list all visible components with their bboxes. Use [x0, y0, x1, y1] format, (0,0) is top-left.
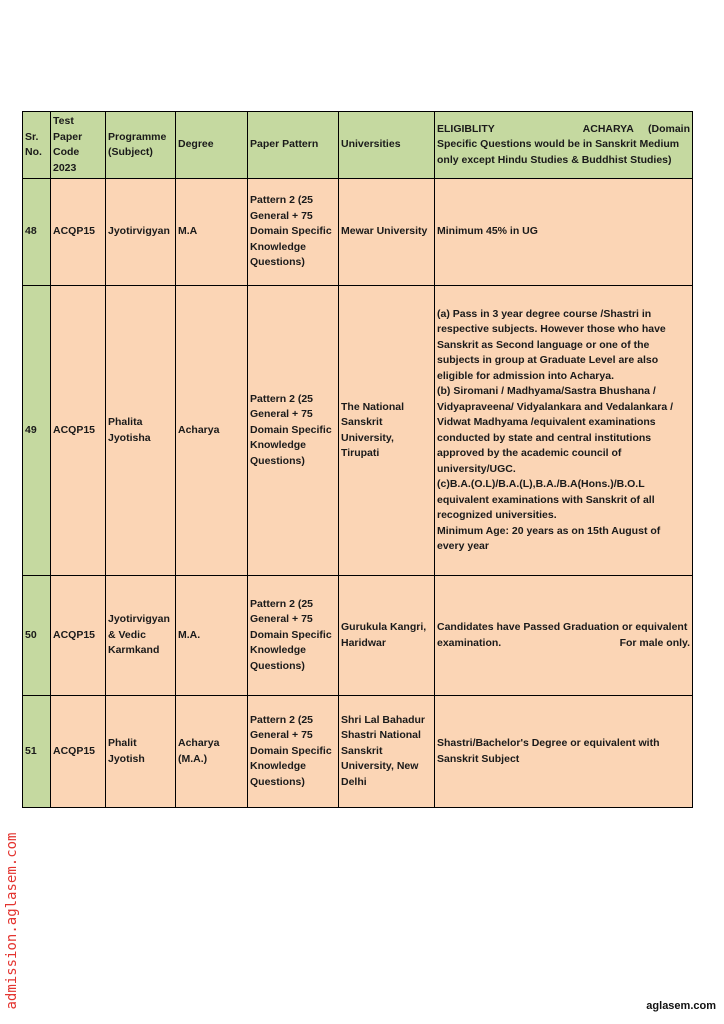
code-cell: ACQP15: [51, 286, 106, 576]
eligibility-cell: [435, 576, 693, 696]
header-sr-no: Sr. No.: [23, 112, 51, 179]
eligibility-text-tail: examination.: [437, 636, 502, 649]
degree-cell: Acharya (M.A.): [176, 696, 248, 808]
pattern-cell: Pattern 2 (25 General + 75 Domain Specific Knowledge Questions): [248, 286, 339, 576]
eligibility-cell: Shastri/Bachelor's Degree or equivalent with Sanskrit Subject: [435, 696, 693, 808]
header-eligibility: [435, 112, 693, 179]
code-cell: ACQP15: [51, 179, 106, 286]
header-programme: Programme (Subject): [106, 112, 176, 179]
watermark-url: admission.aglasem.com: [4, 832, 20, 1010]
header-paper-pattern: Paper Pattern: [248, 112, 339, 179]
programme-cell: Phalit Jyotish: [106, 696, 176, 808]
pattern-cell: Pattern 2 (25 General + 75 Domain Specific Knowledge Questions): [248, 696, 339, 808]
eligibility-cell: (a) Pass in 3 year degree course /Shastri in respective subjects. However those who have Sanskrit as Second language or one of the subjects in group at Graduate Level are also eligible for admission into Acharya. (b) Siromani / Madhyama/Sastra Bhushana / Vidyapraveena/ Vidyalankara and Vedalankara / Vidwat Madhyama /equivalent examinations conducted by state and central institutions approved by the academic council of university/UGC. (c)B.A.(O.L)/B.A.(L),B.A./B.A(Hons.)/B.O.L equivalent examinations with Sanskrit of all recognized universities. Minimum Age: 20 years as on 15th August of every year: [435, 286, 693, 576]
header-eligibility-acharya: ACHARYA (Domain: [582, 122, 690, 135]
header-eligibility-note: Specific Questions would be in Sanskrit Medium only except Hindu Studies & Buddhist Studies): [437, 138, 680, 166]
header-test-paper-code: Test Paper Code 2023: [51, 112, 106, 179]
programme-cell: Jyotirvigyan & Vedic Karmkand: [106, 576, 176, 696]
degree-cell: Acharya: [176, 286, 248, 576]
sr-no-cell: 48: [23, 179, 51, 286]
table-row: [23, 576, 693, 696]
programme-cell: Phalita Jyotisha: [106, 286, 176, 576]
university-cell: Shri Lal Bahadur Shastri National Sanskrit University, New Delhi: [339, 696, 435, 808]
eligibility-text: Candidates have Passed Graduation or equivalent: [437, 621, 688, 633]
pattern-cell: Pattern 2 (25 General + 75 Domain Specific Knowledge Questions): [248, 576, 339, 696]
sr-no-cell: 50: [23, 576, 51, 696]
eligibility-table: [22, 111, 693, 808]
eligibility-cell: Minimum 45% in UG: [435, 179, 693, 286]
header-universities: Universities: [339, 112, 435, 179]
sr-no-cell: 51: [23, 696, 51, 808]
code-cell: ACQP15: [51, 696, 106, 808]
code-cell: ACQP15: [51, 576, 106, 696]
degree-cell: M.A: [176, 179, 248, 286]
table-header-row: [23, 112, 693, 179]
footer-site-name: aglasem.com: [646, 1000, 716, 1012]
header-degree: Degree: [176, 112, 248, 179]
programme-cell: Jyotirvigyan: [106, 179, 176, 286]
header-eligibility-label: ELIGIBLITY: [437, 122, 495, 135]
university-cell: The National Sanskrit University, Tirupati: [339, 286, 435, 576]
university-cell: Mewar University: [339, 179, 435, 286]
table-row: [23, 696, 693, 808]
table-row: [23, 286, 693, 576]
eligibility-gender-note: For male only.: [619, 636, 690, 649]
university-cell: Gurukula Kangri, Haridwar: [339, 576, 435, 696]
degree-cell: M.A.: [176, 576, 248, 696]
table-row: [23, 179, 693, 286]
sr-no-cell: 49: [23, 286, 51, 576]
pattern-cell: Pattern 2 (25 General + 75 Domain Specific Knowledge Questions): [248, 179, 339, 286]
